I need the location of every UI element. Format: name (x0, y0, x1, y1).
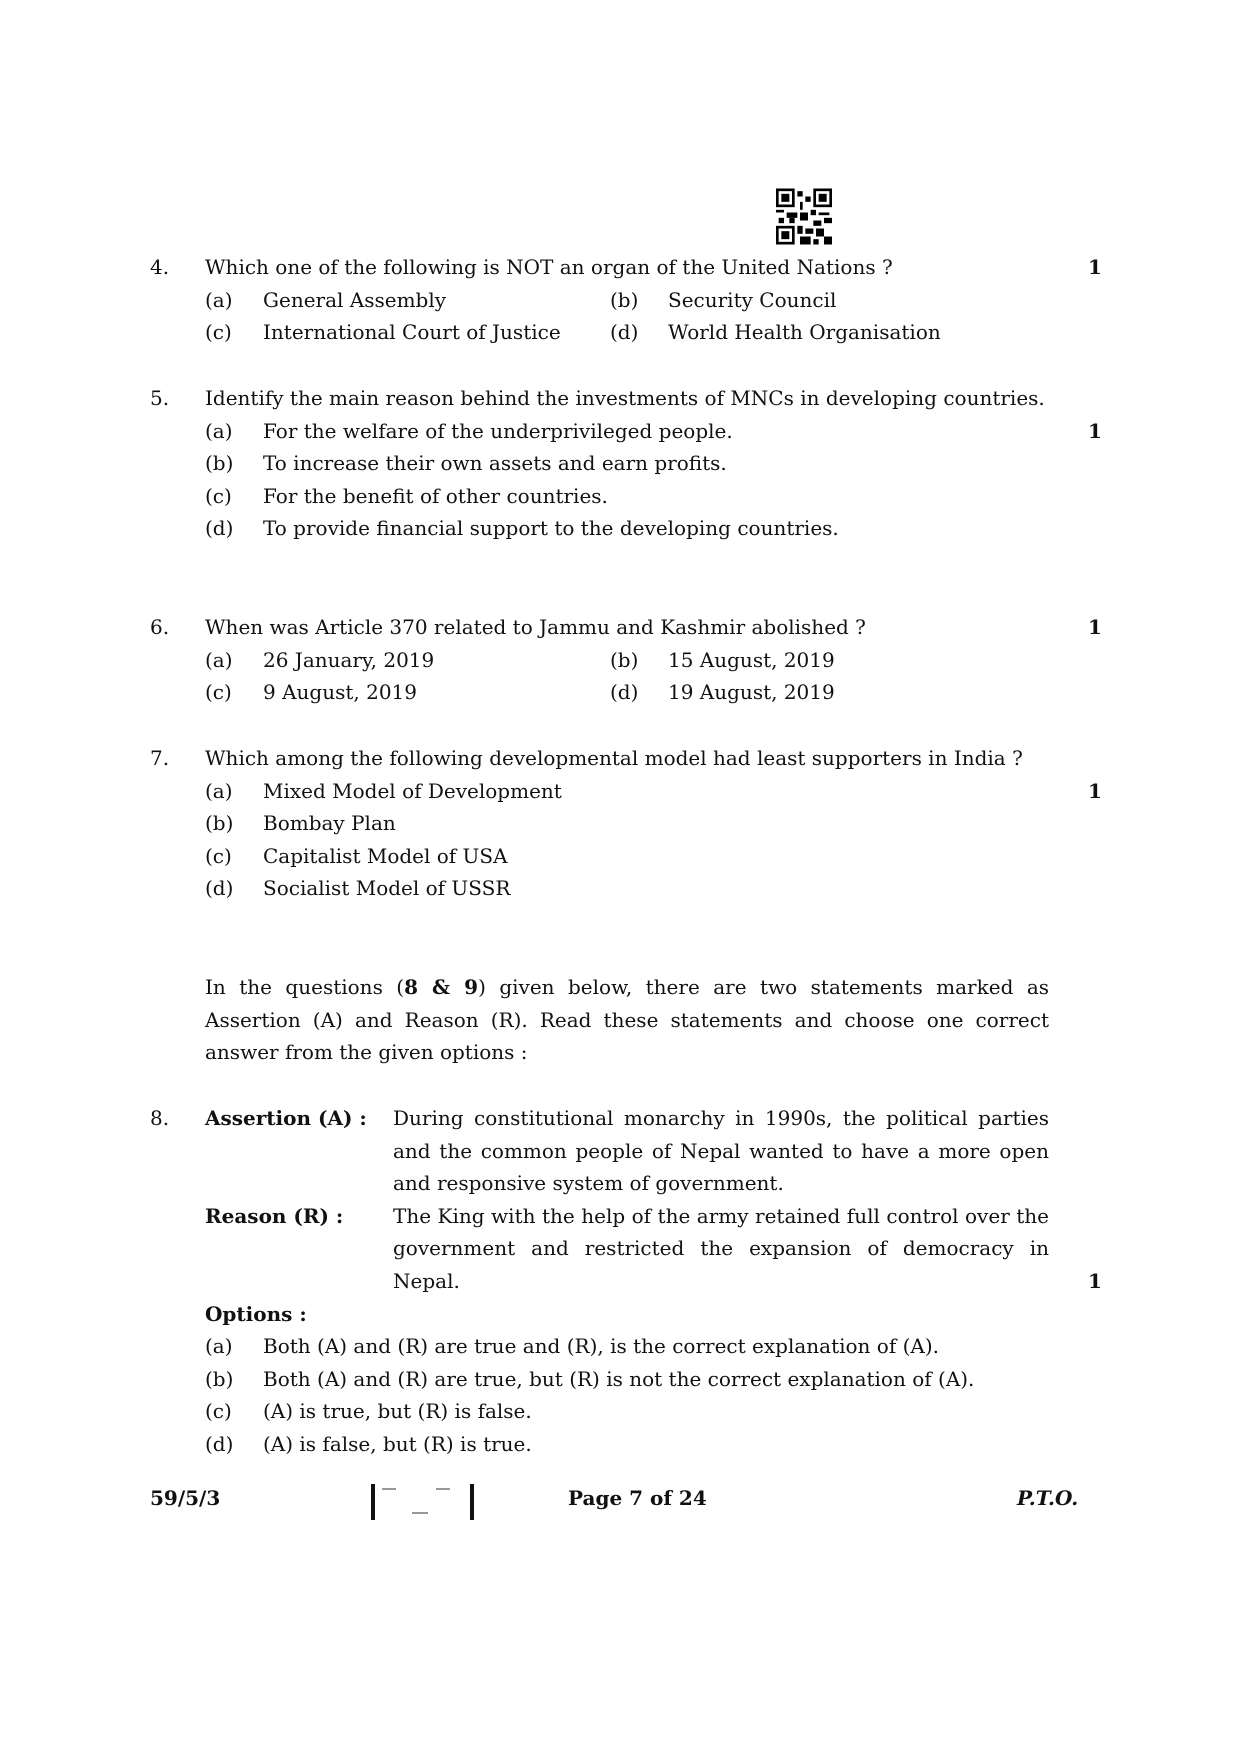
barcode-icon (370, 1484, 476, 1520)
question-text: Which among the following developmental model had least supporters in India ? (205, 746, 1023, 770)
reason (205, 1200, 1049, 1298)
option-letter: (c) (205, 843, 232, 868)
option-letter: (a) (205, 647, 233, 672)
page-number: Page 7 of 24 (568, 1486, 707, 1510)
option-text: 26 January, 2019 (263, 647, 435, 672)
instruction-text: ) given below, there are two statements marked as Assertion (A) and Reason (R). Read these statements and choose one correct answer from the given options : (205, 975, 1050, 1065)
option-text: To increase their own assets and earn profits. (263, 451, 727, 476)
option-letter: (a) (205, 418, 233, 443)
option-text: To provide financial support to the developing countries. (263, 516, 839, 541)
question-8 (205, 1102, 1049, 1461)
option-row (205, 316, 1049, 349)
option-letter: (a) (205, 287, 233, 312)
question-number: 7. (150, 746, 170, 770)
question-6 (205, 611, 1049, 709)
marks: 1 (1088, 419, 1102, 443)
question-number: 6. (150, 615, 170, 639)
option-letter: (c) (205, 1399, 232, 1424)
instruction-text: In the questions ( (205, 975, 405, 999)
option-text: 9 August, 2019 (263, 680, 418, 705)
option-letter: (c) (205, 680, 232, 705)
option-text: Both (A) and (R) are true, but (R) is not the correct explanation of (A). (263, 1366, 975, 1391)
question-text: When was Article 370 related to Jammu and Kashmir abolished ? (205, 615, 866, 639)
assertion (205, 1102, 1049, 1200)
option-letter: (a) (205, 1334, 233, 1359)
option-text: International Court of Justice (263, 320, 561, 345)
option-text: For the welfare of the underprivileged people. (263, 418, 733, 443)
option-text: (A) is true, but (R) is false. (263, 1399, 532, 1424)
option-text: Security Council (668, 287, 837, 312)
assertion-reason-instruction (205, 971, 1049, 1069)
option-letter: (b) (205, 811, 234, 836)
question-text: Identify the main reason behind the investments of MNCs in developing countries. (205, 386, 1045, 410)
option-text: Mixed Model of Development (263, 778, 562, 803)
option-letter: (d) (610, 320, 639, 345)
option-text: 19 August, 2019 (668, 680, 835, 705)
option-letter: (d) (205, 876, 234, 901)
question-7 (205, 742, 1049, 905)
option-text: World Health Organisation (668, 320, 941, 345)
option-text: Socialist Model of USSR (263, 876, 511, 901)
option-letter: (d) (610, 680, 639, 705)
question-number: 4. (150, 255, 170, 279)
assertion-text: During constitutional monarchy in 1990s, the political parties and the common people of Nepal wanted to have a more open and responsive system of government. (393, 1106, 1049, 1196)
option-text: (A) is false, but (R) is true. (263, 1431, 532, 1456)
marks: 1 (1088, 1269, 1102, 1293)
option-text: Bombay Plan (263, 811, 396, 836)
options-label: Options : (205, 1301, 307, 1326)
option-text: Both (A) and (R) are true and (R), is the correct explanation of (A). (263, 1334, 939, 1359)
question-number: 8. (150, 1106, 170, 1130)
qr-code-icon (776, 188, 832, 245)
option-letter: (b) (205, 1366, 234, 1391)
option-text: 15 August, 2019 (668, 647, 835, 672)
reason-label: Reason (R) : (205, 1203, 344, 1228)
option-letter: (c) (205, 483, 232, 508)
marks: 1 (1088, 255, 1102, 279)
marks: 1 (1088, 615, 1102, 639)
option-row (205, 284, 1049, 317)
option-text: General Assembly (263, 287, 447, 312)
option-text: For the benefit of other countries. (263, 483, 608, 508)
option-letter: (b) (205, 451, 234, 476)
marks: 1 (1088, 779, 1102, 803)
option-letter: (d) (205, 1431, 234, 1456)
option-letter: (c) (205, 320, 232, 345)
question-5 (205, 382, 1049, 545)
question-text: Which one of the following is NOT an organ of the United Nations ? (205, 255, 893, 279)
assertion-label: Assertion (A) : (205, 1106, 367, 1130)
instruction-question-range: 8 & 9 (404, 975, 479, 999)
question-4 (205, 251, 1049, 349)
question-number: 5. (150, 386, 170, 410)
option-text: Capitalist Model of USA (263, 843, 508, 868)
reason-text: The King with the help of the army retained full control over the government and restricted the expansion of democracy in Nepal. (393, 1203, 1049, 1293)
pto-label: P.T.O. (1017, 1486, 1079, 1510)
option-letter: (b) (610, 647, 639, 672)
option-letter: (a) (205, 778, 233, 803)
paper-code: 59/5/3 (150, 1486, 221, 1510)
option-letter: (d) (205, 516, 234, 541)
option-letter: (b) (610, 287, 639, 312)
